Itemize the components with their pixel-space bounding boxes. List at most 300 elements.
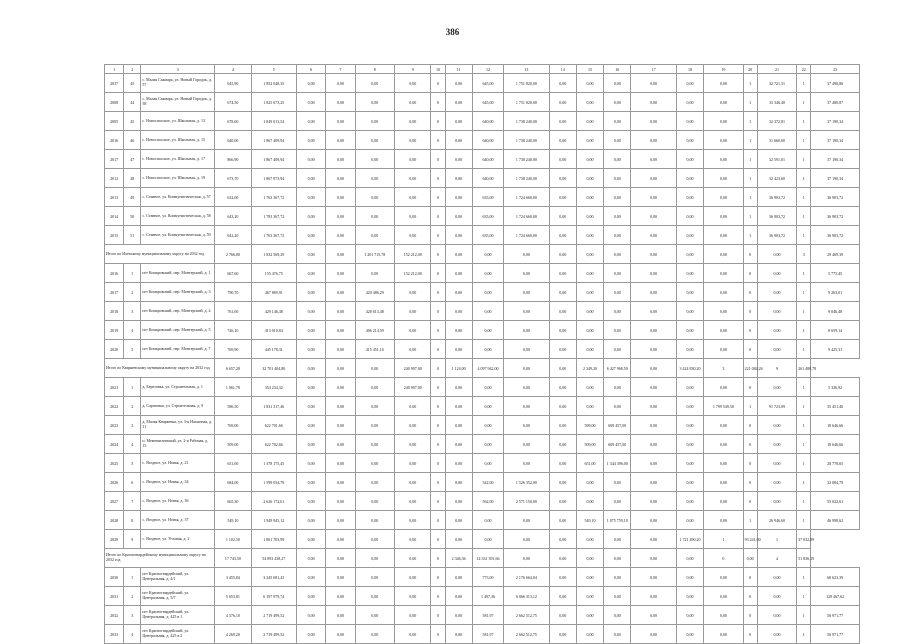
table-cell: 0,00 <box>445 473 472 492</box>
table-cell: 562,00 <box>472 492 503 511</box>
table-cell: 0,00 <box>676 606 703 625</box>
table-cell: 0,00 <box>549 530 576 549</box>
table-cell: 0 <box>431 530 445 549</box>
table-cell: 0,00 <box>549 264 576 283</box>
table-cell: 1 <box>797 473 811 492</box>
table-cell: 17 743,50 <box>215 549 251 568</box>
table-cell: 0,00 <box>504 245 549 264</box>
table-cell: 0,00 <box>676 568 703 587</box>
table-cell: 0,00 <box>355 435 394 454</box>
column-number: 4 <box>215 65 251 74</box>
table-cell: 1 738 240,00 <box>504 131 549 150</box>
table-cell: 3 424 830,20 <box>676 359 703 378</box>
table-cell: 0,00 <box>297 226 326 245</box>
table-cell: 1 738 240,00 <box>504 169 549 188</box>
table-cell: 0,00 <box>549 473 576 492</box>
table-cell: 0,00 <box>704 169 743 188</box>
table-cell: 406 214,59 <box>355 321 394 340</box>
table-cell: 0 <box>431 169 445 188</box>
table-cell: 0,00 <box>676 492 703 511</box>
table-cell: 4 <box>124 435 141 454</box>
table-cell: 1 <box>797 435 811 454</box>
table-cell: 0,00 <box>355 416 394 435</box>
table-cell: 0,00 <box>604 606 631 625</box>
table-cell: 3 <box>797 245 811 264</box>
table-cell: 0 <box>743 587 757 606</box>
table-cell: 0 <box>743 606 757 625</box>
table-cell: 0,00 <box>704 321 743 340</box>
table-cell: 0,00 <box>445 207 472 226</box>
table-cell: 0 <box>743 454 757 473</box>
table-cell: 37 190,34 <box>811 150 860 169</box>
table-cell: 0,00 <box>297 321 326 340</box>
table-cell: 0 <box>431 454 445 473</box>
table-cell: 1 849 013,54 <box>251 112 296 131</box>
table-cell: 1 <box>797 74 811 93</box>
table-cell: 866,90 <box>215 150 251 169</box>
table-cell: 0,00 <box>326 340 355 359</box>
table-cell: 0,00 <box>549 397 576 416</box>
table-cell: 645,00 <box>472 74 503 93</box>
table-cell: 0,00 <box>472 511 503 530</box>
table-cell: 4 <box>124 321 141 340</box>
table-cell: 2025 <box>105 454 124 473</box>
table-cell: 0,00 <box>355 397 394 416</box>
table-cell: 0,00 <box>704 435 743 454</box>
table-cell: 1 <box>797 264 811 283</box>
table-cell: 6 066 313,12 <box>504 587 549 606</box>
table-cell: 0,00 <box>504 416 549 435</box>
table-cell: 0 <box>431 397 445 416</box>
table-row <box>105 606 860 625</box>
table-cell: 0,00 <box>676 397 703 416</box>
table-cell: 0,00 <box>395 511 431 530</box>
table-cell: 0,00 <box>395 625 431 644</box>
table-cell: 1 497,36 <box>472 587 503 606</box>
table-cell: 0,00 <box>676 511 703 530</box>
table-cell: 46 <box>124 131 141 150</box>
table-cell: 0,00 <box>445 112 472 131</box>
table-cell: 0 <box>431 93 445 112</box>
table-row <box>105 264 860 283</box>
table-cell: 46 998,62 <box>811 511 860 530</box>
table-cell: 0,00 <box>704 74 743 93</box>
table-cell: 1 <box>743 150 757 169</box>
table-cell: 2 626 172,61 <box>251 492 296 511</box>
table-cell: 0,00 <box>631 169 676 188</box>
table-cell: 0,00 <box>604 302 631 321</box>
table-cell: 415 451,16 <box>355 340 394 359</box>
table-cell: 509,00 <box>576 435 603 454</box>
table-cell: 769,00 <box>215 416 251 435</box>
table-cell: 0,00 <box>297 74 326 93</box>
table-row <box>105 93 860 112</box>
table-row <box>105 378 860 397</box>
table-cell: 0 <box>431 245 445 264</box>
table-cell: 0,00 <box>704 625 743 644</box>
table-cell: 0,00 <box>549 625 576 644</box>
table-cell: 0,00 <box>576 587 603 606</box>
table-cell: 0,00 <box>504 340 549 359</box>
table-cell: 0,00 <box>704 340 743 359</box>
table-cell: 0,00 <box>355 207 394 226</box>
table-cell: 1 <box>797 131 811 150</box>
table-cell: 0 <box>743 492 757 511</box>
table-cell: 0,00 <box>445 93 472 112</box>
table-cell: 674,50 <box>215 93 251 112</box>
table-cell: 0,00 <box>326 492 355 511</box>
table-cell: 0,00 <box>604 321 631 340</box>
table-cell: 1 832 569,29 <box>251 245 296 264</box>
table-cell: 0,00 <box>631 625 676 644</box>
table-cell: 56 971,77 <box>811 625 860 644</box>
table-cell: 0 <box>743 473 757 492</box>
table-cell: 0,00 <box>472 435 503 454</box>
table-cell: 684,00 <box>215 473 251 492</box>
address-cell: с. Малая Сакмара, ул. Новый Городок, д. 57 <box>141 74 215 93</box>
table-cell: 0,00 <box>631 207 676 226</box>
table-cell: 152 212,00 <box>395 245 431 264</box>
table-cell: 0,00 <box>549 112 576 131</box>
table-cell: 0,00 <box>297 378 326 397</box>
table-cell: 68 623,39 <box>811 568 860 587</box>
table-cell: 0,00 <box>355 568 394 587</box>
table-cell: 1 124,00 <box>445 359 472 378</box>
table-cell: 14 331 391,66 <box>472 549 503 568</box>
table-cell: 0,00 <box>355 530 394 549</box>
column-number-row <box>105 65 860 74</box>
table-cell: 9 425,31 <box>811 340 860 359</box>
table-cell: 0,00 <box>604 283 631 302</box>
table-cell: 0,00 <box>631 511 676 530</box>
subtotal-row <box>105 359 860 378</box>
table-cell: 0,00 <box>676 302 703 321</box>
table-row <box>105 511 860 530</box>
table-cell: 0,00 <box>326 606 355 625</box>
table-cell: 1 <box>797 492 811 511</box>
table-cell: 0,00 <box>297 93 326 112</box>
table-cell: 0,00 <box>676 131 703 150</box>
address-cell: пгт Комаровский, пер. Монтерский, д. 7 <box>141 340 215 359</box>
table-cell: 635,00 <box>472 207 503 226</box>
table-cell: 0,00 <box>326 169 355 188</box>
address-cell: пгт Комаровский, пер. Монтерский, д. 1 <box>141 264 215 283</box>
table-cell: 0,00 <box>504 530 549 549</box>
table-cell: 0,00 <box>297 340 326 359</box>
table-cell: 0,00 <box>631 283 676 302</box>
table-cell: 0,00 <box>472 264 503 283</box>
subtotal-label: Итого по Кваркенскому муниципальному округу на 2032 год <box>105 359 215 378</box>
table-cell: 0,00 <box>355 264 394 283</box>
table-cell: 0,00 <box>704 283 743 302</box>
table-cell: 622 701,66 <box>251 416 296 435</box>
table-cell: 0,00 <box>297 492 326 511</box>
table-cell: 0,00 <box>395 207 431 226</box>
table-cell: 0,00 <box>395 112 431 131</box>
column-number: 23 <box>811 65 860 74</box>
address-cell: с. Новоспасское, ул. Школьная, д. 19 <box>141 169 215 188</box>
table-cell: 0,00 <box>757 587 796 606</box>
table-cell: 1 783 367,72 <box>251 207 296 226</box>
table-cell: 0,00 <box>395 416 431 435</box>
table-cell: 2 349,20 <box>576 359 603 378</box>
table-cell: 0 <box>743 435 757 454</box>
table-cell: 0 <box>743 568 757 587</box>
table-cell: 642,20 <box>215 226 251 245</box>
table-cell: 0 <box>431 226 445 245</box>
table-cell: 0,00 <box>604 549 631 568</box>
table-cell: 0,00 <box>297 473 326 492</box>
table-cell: 0,00 <box>549 93 576 112</box>
table-cell: 645,00 <box>472 93 503 112</box>
table-cell: 0,00 <box>472 321 503 340</box>
table-cell: 37 480,87 <box>811 93 860 112</box>
table-cell: 0,00 <box>445 245 472 264</box>
table-row <box>105 302 860 321</box>
table-cell: 0,00 <box>576 492 603 511</box>
table-cell: 1 <box>797 606 811 625</box>
table-cell: 0,00 <box>395 568 431 587</box>
table-cell: 1 875 759,10 <box>604 511 631 530</box>
table-cell: 0 <box>431 549 445 568</box>
table-cell: 0,00 <box>549 131 576 150</box>
table-cell: 2027 <box>105 492 124 511</box>
table-cell: 2017 <box>105 150 124 169</box>
table-cell: 0,00 <box>549 549 576 568</box>
table-cell: 0,00 <box>549 340 576 359</box>
table-cell: 0,00 <box>297 112 326 131</box>
column-number: 17 <box>631 65 676 74</box>
table-cell: 0,00 <box>631 340 676 359</box>
table-cell: 0,00 <box>445 378 472 397</box>
table-cell: 599,00 <box>576 416 603 435</box>
table-cell: 0,00 <box>472 454 503 473</box>
table-cell: 1 <box>797 188 811 207</box>
table-cell: 0 <box>704 549 743 568</box>
table-cell: 2030 <box>105 568 124 587</box>
table-cell: 0,00 <box>326 416 355 435</box>
table-cell: 0,00 <box>704 226 743 245</box>
table-cell: 0,00 <box>297 264 326 283</box>
table-cell: 1 <box>797 397 811 416</box>
table-cell: 0,00 <box>395 74 431 93</box>
table-cell: 0,00 <box>604 397 631 416</box>
table-cell: 0 <box>431 435 445 454</box>
table-cell: 0,00 <box>297 587 326 606</box>
table-row <box>105 112 860 131</box>
column-number: 14 <box>549 65 576 74</box>
subtotal-label: Итого по Илекскому муниципальному округу на 2032 год <box>105 245 215 264</box>
table-row <box>105 435 860 454</box>
table-cell: 155 476,75 <box>251 264 296 283</box>
table-cell: 0,00 <box>631 302 676 321</box>
table-cell: 8 <box>124 511 141 530</box>
table-cell: 0,00 <box>326 74 355 93</box>
table-cell: 0,00 <box>604 625 631 644</box>
table-cell: 640,00 <box>472 169 503 188</box>
table-cell: 1 763 367,72 <box>251 188 296 207</box>
table-cell: 0,00 <box>676 416 703 435</box>
table-cell: 0,00 <box>445 625 472 644</box>
table-cell: 622 702,66 <box>251 435 296 454</box>
table-cell: 6 <box>124 473 141 492</box>
table-cell: 0,00 <box>676 74 703 93</box>
table-cell: 3 <box>124 416 141 435</box>
table-cell: 0,00 <box>355 74 394 93</box>
table-cell: 0,00 <box>704 112 743 131</box>
table-cell: 1 799 549,50 <box>704 397 743 416</box>
table-cell: 0,00 <box>631 435 676 454</box>
table-cell: 0,00 <box>297 606 326 625</box>
table-cell: 0,00 <box>631 606 676 625</box>
table-cell: 640,00 <box>472 112 503 131</box>
table-cell: 0,00 <box>549 74 576 93</box>
address-cell: пгт Красногвардейский, ул. Центральная, д. 425 в 2 <box>141 625 215 644</box>
table-cell: 36 903,72 <box>757 226 796 245</box>
table-cell: 0,00 <box>757 492 796 511</box>
table-cell: 640,00 <box>472 150 503 169</box>
table-cell: 3 <box>704 359 743 378</box>
table-cell: 549,10 <box>576 511 603 530</box>
table-cell: 0,00 <box>395 530 431 549</box>
table-cell: 651,00 <box>215 454 251 473</box>
table-cell: 2022 <box>105 397 124 416</box>
table-cell: 0,00 <box>445 606 472 625</box>
column-number: 19 <box>704 65 743 74</box>
table-cell: 0,00 <box>704 378 743 397</box>
table-cell: 0,00 <box>704 416 743 435</box>
table-cell: 0,00 <box>576 321 603 340</box>
table-cell: 0,00 <box>445 492 472 511</box>
table-cell: 0,00 <box>297 568 326 587</box>
table-cell: 673,70 <box>215 169 251 188</box>
table-cell: 36 903,72 <box>757 207 796 226</box>
table-cell: 0,00 <box>326 454 355 473</box>
table-cell: 0,00 <box>549 511 576 530</box>
table-cell: 0 <box>431 492 445 511</box>
table-cell: 1 061,70 <box>215 378 251 397</box>
table-cell: 0,00 <box>549 435 576 454</box>
table-cell: 0,00 <box>326 131 355 150</box>
table-cell: 1 <box>124 264 141 283</box>
table-cell: 1 724 660,00 <box>504 226 549 245</box>
table-cell: 2031 <box>105 587 124 606</box>
table-cell: 0,00 <box>395 226 431 245</box>
table-cell: 0,00 <box>757 302 796 321</box>
table-cell: 0,00 <box>576 74 603 93</box>
table-cell: 609 457,00 <box>604 435 631 454</box>
table-cell: 0,00 <box>676 340 703 359</box>
table-cell: 0,00 <box>704 264 743 283</box>
column-number: 15 <box>576 65 603 74</box>
table-cell: 0,00 <box>472 397 503 416</box>
table-cell: 0,00 <box>704 188 743 207</box>
address-cell: с. Новоспасское, ул. Школьная, д. 15 <box>141 131 215 150</box>
table-cell: 773,00 <box>472 568 503 587</box>
table-cell: 0,00 <box>704 93 743 112</box>
table-cell: 55 022,61 <box>811 492 860 511</box>
table-cell: 0,00 <box>326 587 355 606</box>
table-cell: 467 869,91 <box>251 283 296 302</box>
table-row <box>105 74 860 93</box>
table-cell: 0,00 <box>604 530 631 549</box>
table-cell: 0,00 <box>676 169 703 188</box>
table-cell: 0,00 <box>355 226 394 245</box>
table-cell: 18 646,66 <box>811 435 860 454</box>
table-cell: 0,00 <box>743 549 757 568</box>
table-cell: 0,00 <box>631 587 676 606</box>
table-cell: 29 469,39 <box>811 245 860 264</box>
table-cell: 2019 <box>105 321 124 340</box>
address-cell: с. Ягодное, ул. Новая, д. 21 <box>141 454 215 473</box>
table-cell: 0,00 <box>297 549 326 568</box>
table-cell: 1 <box>797 321 811 340</box>
table-cell: 32 591,01 <box>757 150 796 169</box>
table-cell: 1 <box>797 454 811 473</box>
column-number: 6 <box>297 65 326 74</box>
table-cell: 0,00 <box>395 188 431 207</box>
table-cell: 667,60 <box>215 264 251 283</box>
table-cell: 0,00 <box>549 454 576 473</box>
table-cell: 0,00 <box>704 606 743 625</box>
table-cell: 0,00 <box>631 473 676 492</box>
table-cell: 0,00 <box>326 226 355 245</box>
table-cell: 1 <box>743 131 757 150</box>
table-cell: 0,00 <box>704 245 743 264</box>
table-cell: 4 097 942,00 <box>472 359 503 378</box>
table-cell: 1 738 240,00 <box>504 112 549 131</box>
table-cell: 0,00 <box>472 245 503 264</box>
table-cell: 36 903,72 <box>811 188 860 207</box>
table-cell: 0,00 <box>757 416 796 435</box>
table-cell: 2033 <box>105 625 124 644</box>
table-cell: 0,00 <box>704 207 743 226</box>
table-cell: 5 775,45 <box>811 264 860 283</box>
table-cell: 0,00 <box>326 150 355 169</box>
table-cell: 0 <box>431 587 445 606</box>
table-cell: 5 <box>124 454 141 473</box>
table-cell: 0,00 <box>604 264 631 283</box>
table-cell: 0,00 <box>576 378 603 397</box>
table-cell: 1 <box>704 530 743 549</box>
table-cell: 640,00 <box>472 131 503 150</box>
table-cell: 0,00 <box>326 302 355 321</box>
table-cell: 1 831 317,46 <box>251 397 296 416</box>
table-cell: 0,00 <box>631 245 676 264</box>
table-cell: 0,00 <box>676 112 703 131</box>
table-cell: 0,00 <box>576 530 603 549</box>
table-cell: 2029 <box>105 530 124 549</box>
table-cell: 0,00 <box>604 207 631 226</box>
table-cell: 2020 <box>105 340 124 359</box>
table-cell: 0,00 <box>631 112 676 131</box>
table-cell: 240 907,00 <box>395 359 431 378</box>
address-cell: с. Ставное, ул. Коммунистическая, д. 57 <box>141 188 215 207</box>
address-cell: пгт Комаровский, пер. Монтерский, д. 3 <box>141 283 215 302</box>
table-cell: 1 763 367,72 <box>251 226 296 245</box>
table-cell: 0,00 <box>445 511 472 530</box>
table-cell: 2016 <box>105 264 124 283</box>
table-cell: 0,00 <box>631 93 676 112</box>
table-cell: 2 <box>124 283 141 302</box>
address-cell: с. Ставное, ул. Коммунистическая, д. 59 <box>141 226 215 245</box>
table-cell: 0,00 <box>604 473 631 492</box>
table-cell: 50 <box>124 207 141 226</box>
column-number: 21 <box>757 65 796 74</box>
table-cell: 1 <box>757 530 796 549</box>
table-cell: 0,00 <box>297 283 326 302</box>
table-cell: 0,00 <box>576 169 603 188</box>
